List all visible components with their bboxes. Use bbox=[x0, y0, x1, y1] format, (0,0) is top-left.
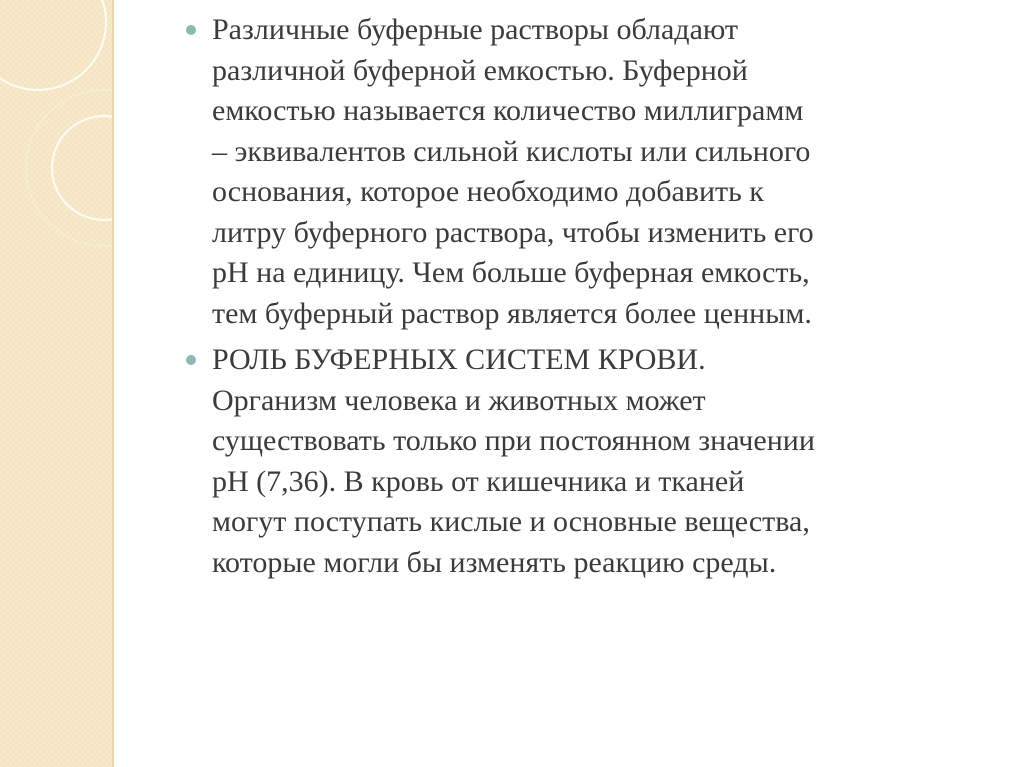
bullet-item-blood-buffer-role bbox=[184, 340, 999, 583]
slide-content bbox=[184, 10, 999, 589]
bullet-text: Различные буферные растворы обладают различной буферной емкостью. Буферной емкостью называется количество миллиграмм – эквивалентов сильной кислоты или сильного основания, которое необходимо добавить к литру буферного раствора, чтобы изменить его pH на единицу. Чем больше буферная емкость, тем буферный раствор является более ценным. bbox=[212, 13, 814, 330]
bullet-dot-icon bbox=[186, 355, 196, 365]
bullet-dot-icon bbox=[186, 25, 196, 35]
bullet-item-buffer-capacity bbox=[184, 10, 999, 334]
decorative-circles bbox=[0, 0, 112, 767]
decorative-sidebar bbox=[0, 0, 112, 767]
bullet-text: РОЛЬ БУФЕРНЫХ СИСТЕМ КРОВИ. Организм человека и животных может существовать только при постоянном значении pH (7,36). В кровь от кишечника и тканей могут поступать кислые и основные вещества, которые могли бы изменять реакцию среды. bbox=[212, 343, 815, 579]
sidebar-divider bbox=[112, 0, 114, 767]
